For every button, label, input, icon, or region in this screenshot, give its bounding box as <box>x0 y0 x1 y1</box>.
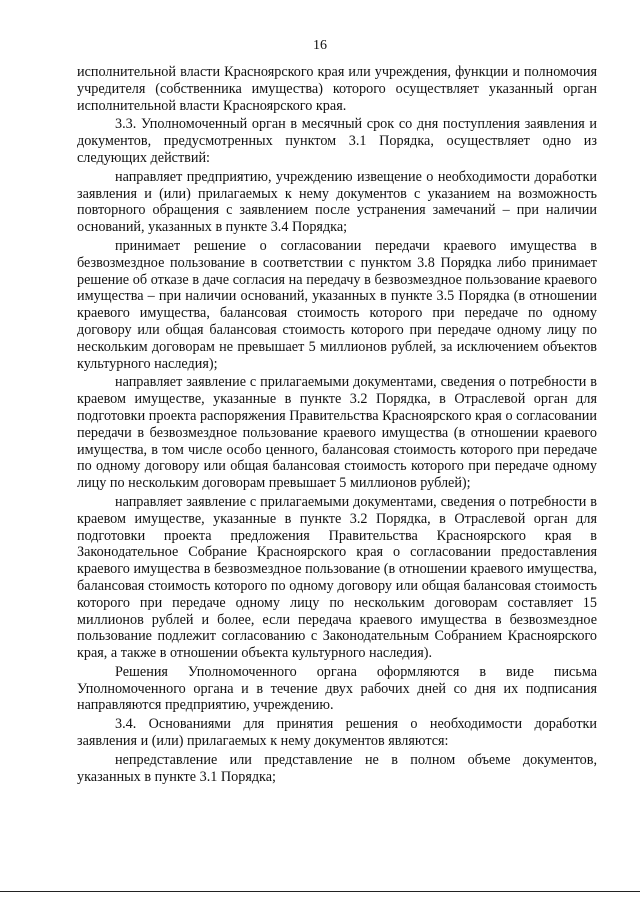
paragraph: направляет заявление с прилагаемыми документами, сведения о потребности в краевом имуществе, указанные в пункте 3.2 Порядка, в Отраслевой орган для подготовки проекта предложения Правительства Красноярского края в Законодательное Собрание Красноярского края о согласовании предоставления краевого имущества в безвозмездное пользование (в отношении краевого имущества, балансовая стоимость которого по одному договору или общая балансовая стоимость которого при передаче одному лицу по нескольким договорам составляет 15 миллионов рублей и более, если передача краевого имущества в безвозмездное пользование подлежит согласованию с Законодательным Собранием Красноярского края, а также в отношении объекта культурного наследия). <box>77 493 597 662</box>
paragraph: направляет предприятию, учреждению извещение о необходимости доработки заявления и (или) прилагаемых к нему документов с указанием на возможность повторного обращения с заявлением после устранения замечаний – при наличии оснований, указанных в пункте 3.4 Порядка; <box>77 168 597 236</box>
paragraph: 3.3. Уполномоченный орган в месячный срок со дня поступления заявления и документов, предусмотренных пунктом 3.1 Порядка, осуществляет одно из следующих действий: <box>77 116 597 166</box>
page-number: 16 <box>313 38 327 53</box>
document-body <box>77 64 597 787</box>
paragraph: исполнительной власти Красноярского края или учреждения, функции и полномочия учредителя (собственника имущества) которого осуществляет указанный орган исполнительной власти Красноярского края. <box>77 64 597 114</box>
paragraph: Решения Уполномоченного органа оформляются в виде письма Уполномоченного органа и в течение двух рабочих дней со дня их подписания направляются предприятию, учреждению. <box>77 663 597 714</box>
scan-edge-line <box>0 891 640 892</box>
paragraph: 3.4. Основаниями для принятия решения о необходимости доработки заявления и (или) прилагаемых к нему документов являются: <box>77 716 597 750</box>
paragraph: непредставление или представление не в полном объеме документов, указанных в пункте 3.1 Порядка; <box>77 751 597 785</box>
paragraph: направляет заявление с прилагаемыми документами, сведения о потребности в краевом имуществе, указанные в пункте 3.2 Порядка, в Отраслевой орган для подготовки проекта распоряжения Правительства Красноярского края о согласовании передачи в безвозмездное пользование краевого имущества (в отношении краевого имущества, в том числе особо ценного, балансовая стоимость которого при передаче по одному договору или общая балансовая стоимость которого при передаче одному лицу по нескольким договорам превышает 5 миллионов рублей); <box>77 374 597 492</box>
paragraph: принимает решение о согласовании передачи краевого имущества в безвозмездное пользование в соответствии с пунктом 3.8 Порядка либо принимает решение об отказе в даче согласия на передачу в безвозмездное пользование краевого имущества – при наличии оснований, указанных в пункте 3.5 Порядка (в отношении краевого имущества, балансовая стоимость которого при передаче по одному договору или общая балансовая стоимость которого при передаче одному лицу по нескольким договорам не превышает 5 миллионов рублей, за исключением объектов культурного наследия); <box>77 237 597 372</box>
